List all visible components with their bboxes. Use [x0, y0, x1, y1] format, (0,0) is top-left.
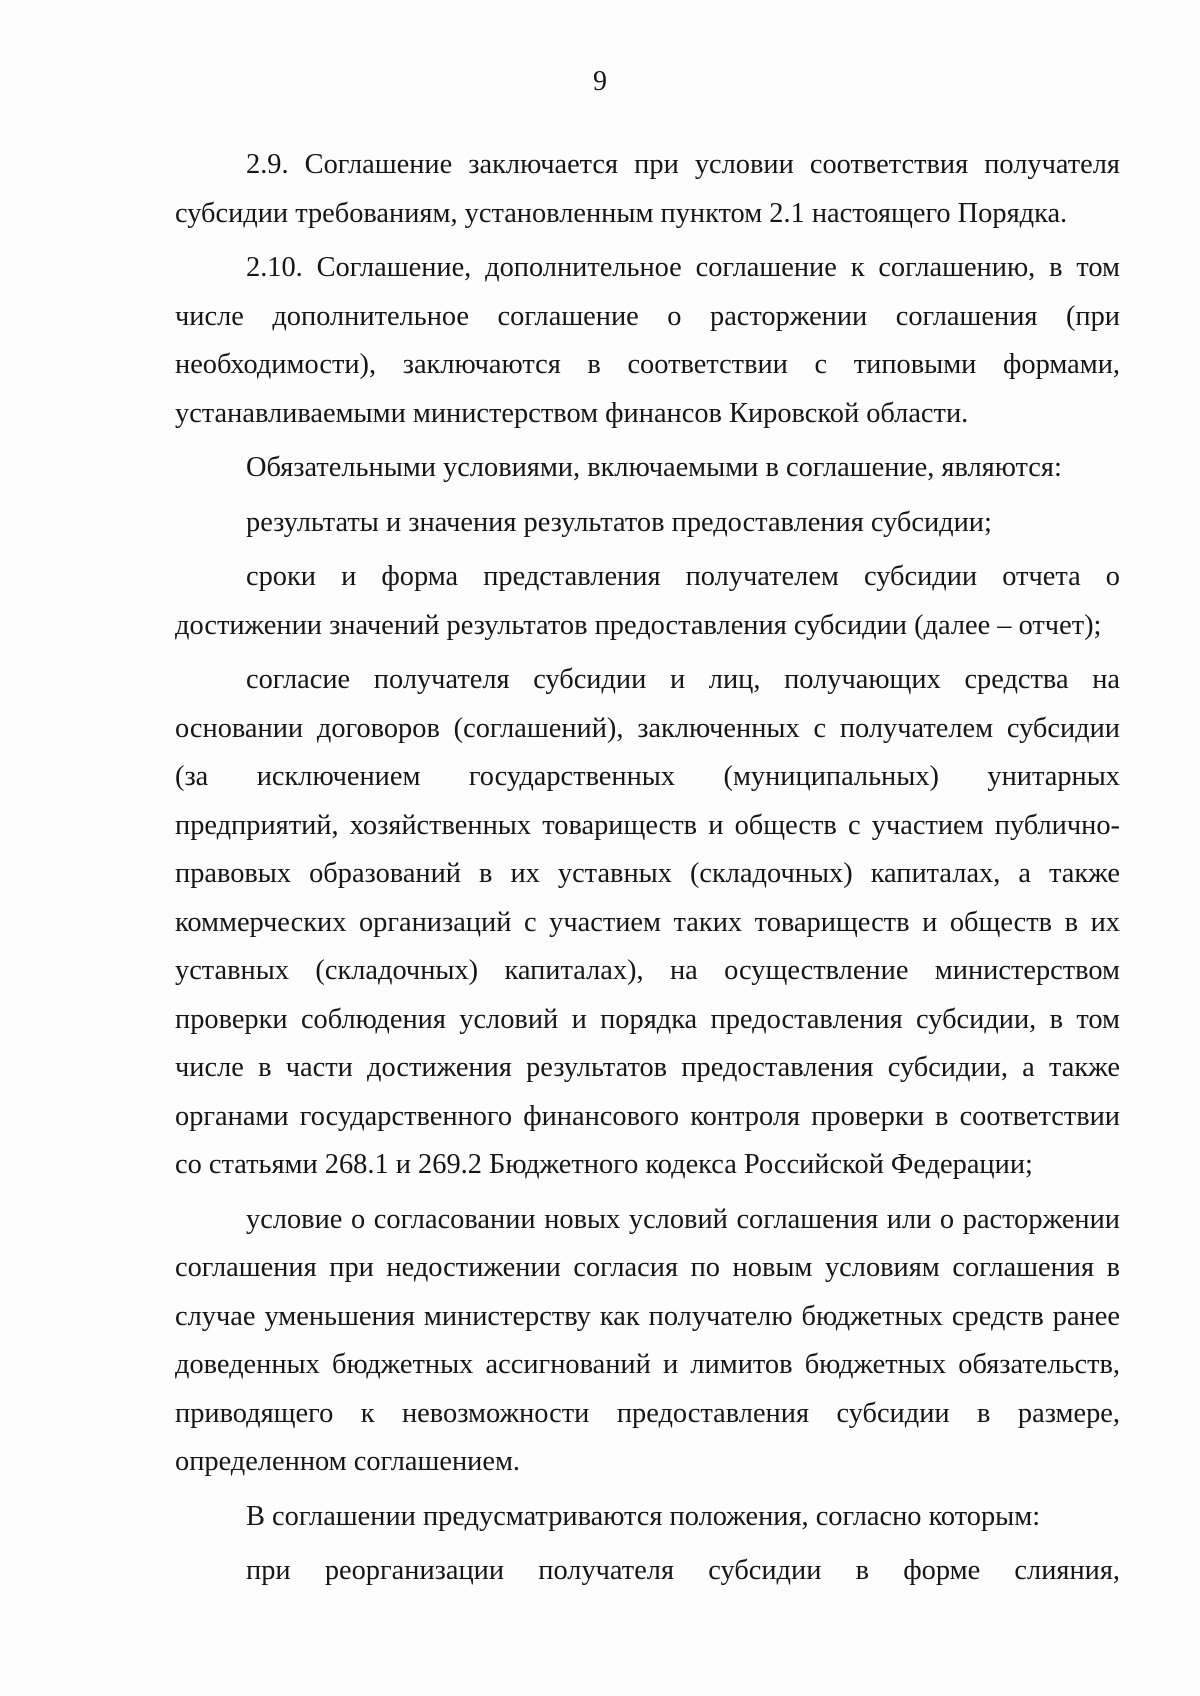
paragraph-reorganization-item: при реорганизации получателя субсидии в форме слияния, [246, 1555, 1120, 1586]
document-body [175, 141, 1120, 1596]
paragraph-agreement-change-item: условие о согласовании новых условий соглашения или о расторжении соглашения при недостижении согласия по новым условиям соглашения в случае уменьшения министерству как получателю бюджетных средств ранее доведенных бюджетных ассигнований и лимитов бюджетных обязательств, приводящего к невозможности предоставления субсидии в размере, определенном соглашением. [175, 1203, 1120, 1477]
paragraph-2-9: 2.9. Соглашение заключается при условии соответствия получателя субсидии требованиям, установленным пунктом 2.1 настоящего Порядка. [175, 149, 1120, 229]
paragraph-report-terms-item: сроки и форма представления получателем субсидии отчета о достижении значений результатов предоставления субсидии (далее – отчет); [175, 561, 1120, 641]
page-number: 9 [593, 66, 607, 97]
paragraph-consent-item: согласие получателя субсидии и лиц, получающих средства на основании договоров (соглашений), заключенных с получателем субсидии (за исключением государственных (муниципальных) унитарных предприятий, хозяйственных товариществ и обществ с участием публично-правовых образований в их уставных (складочных) капиталах, а также коммерческих организаций с участием таких товариществ и обществ в их уставных (складочных) капиталах), на осуществление министерством проверки соблюдения условий и порядка предоставления субсидии, в том числе в части достижения результатов предоставления субсидии, а также органами государственного финансового контроля проверки в соответствии со статьями 268.1 и 269.2 Бюджетного кодекса Российской Федерации; [175, 664, 1120, 1180]
paragraph-2-10: 2.10. Соглашение, дополнительное соглашение к соглашению, в том числе дополнительное соглашение о расторжении соглашения (при необходимости), заключаются в соответствии с типовыми формами, устанавливаемыми министерством финансов Кировской области. [175, 252, 1120, 429]
paragraph-agreement-provisions-intro: В соглашении предусматриваются положения, согласно которым: [246, 1500, 1041, 1532]
paragraph-results-item: результаты и значения результатов предоставления субсидии; [246, 506, 992, 538]
paragraph-mandatory-conditions-intro: Обязательными условиями, включаемыми в соглашение, являются: [246, 452, 1062, 483]
